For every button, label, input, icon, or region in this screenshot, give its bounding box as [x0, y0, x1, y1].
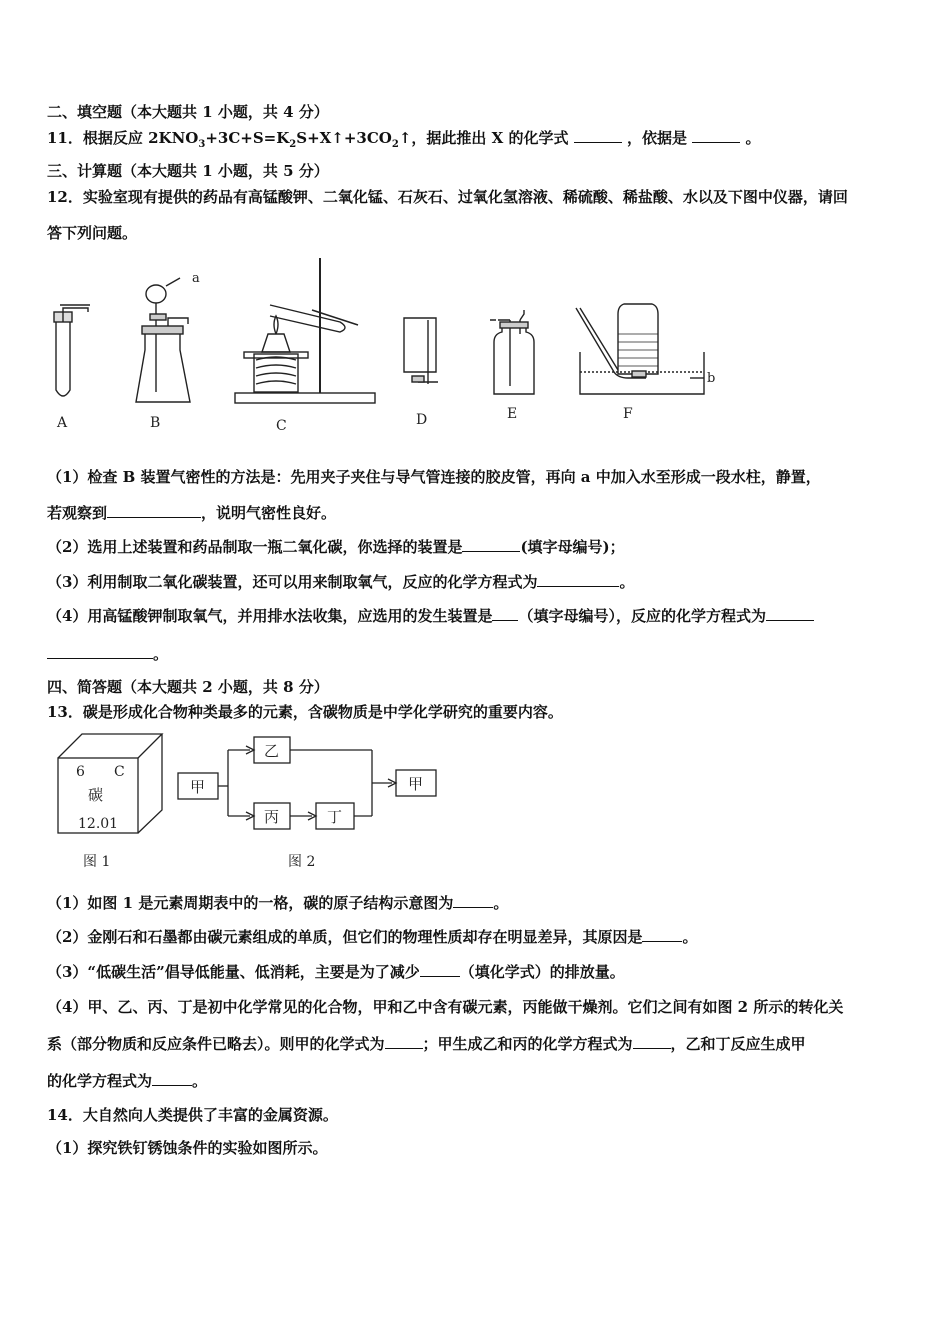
fig2-caption: 图 2: [288, 854, 316, 870]
answer-blank[interactable]: [453, 893, 493, 908]
q12-text: 若观察到: [47, 504, 108, 522]
q11-text: ↑，据此推出 X 的化学式: [398, 129, 569, 147]
q13-text: 。: [192, 1072, 208, 1090]
q11-text: 11．根据反应 2KNO: [47, 129, 199, 147]
section-3-heading: 三、计算题（本大题共 1 小题，共 5 分）: [47, 162, 329, 180]
q13-text: ，乙和丁反应生成甲: [670, 1035, 806, 1053]
answer-blank[interactable]: [385, 1034, 423, 1049]
apparatus-c: [235, 258, 375, 403]
q12-text: 。: [619, 573, 635, 591]
q12-text: (填字母编号)；: [520, 538, 625, 556]
q12-text: （3）利用制取二氧化碳装置，还可以用来制取氧气，反应的化学方程式为: [47, 573, 538, 591]
answer-blank[interactable]: [574, 128, 622, 143]
apparatus-f: [576, 304, 704, 394]
answer-blank[interactable]: [537, 572, 619, 587]
q13-text: ；甲生成乙和丙的化学方程式为: [422, 1035, 633, 1053]
label-b: b: [707, 371, 716, 386]
q14-line-1: 14．大自然向人类提供了丰富的金属资源。: [47, 1106, 338, 1124]
subscript: 2: [289, 139, 297, 150]
flow-start: 甲: [190, 778, 206, 796]
flow-end: 甲: [408, 775, 424, 793]
q12-p1-line-2: [47, 503, 336, 523]
q12-text: ，说明气密性良好。: [201, 504, 337, 522]
element-symbol: C: [114, 764, 125, 780]
q13-p4-line-1: （4）甲、乙、丙、丁是初中化学常见的化合物，甲和乙中含有碳元素，丙能做干燥剂。它们之间有如图 2 所示的转化关: [47, 998, 844, 1016]
question-11: [47, 128, 760, 148]
answer-blank[interactable]: [642, 927, 682, 942]
q12-text: （2）选用上述装置和药品制取一瓶二氧化碳，你选择的装置是: [47, 538, 463, 556]
apparatus-d: [404, 318, 438, 384]
q12-line-1: 12．实验室现有提供的药品有高锰酸钾、二氧化锰、石灰石、过氧化氢溶液、稀硫酸、稀盐酸、水以及下图中仪器，请回: [47, 188, 848, 206]
q12-p4-line-2: [47, 644, 168, 664]
answer-blank[interactable]: [692, 128, 740, 143]
answer-blank[interactable]: [462, 537, 520, 552]
fig1-caption: 图 1: [83, 854, 111, 870]
q14-p1: （1）探究铁钉锈蚀条件的实验如图所示。: [47, 1139, 328, 1157]
lab-apparatus-figure: [40, 250, 720, 440]
q13-line-1: 13．碳是形成化合物种类最多的元素，含碳物质是中学化学研究的重要内容。: [47, 703, 563, 721]
q12-text: （4）用高锰酸钾制取氧气，并用排水法收集，应选用的发生装置是: [47, 607, 493, 625]
q13-text: 的化学方程式为: [47, 1072, 153, 1090]
answer-blank[interactable]: [492, 606, 518, 621]
label-a: a: [192, 271, 200, 286]
q11-text: ，依据是: [626, 129, 687, 147]
q13-p4-line-3: [47, 1071, 207, 1091]
answer-blank[interactable]: [633, 1034, 671, 1049]
q12-p3: [47, 572, 634, 592]
element-name: 碳: [88, 786, 104, 804]
q12-line-2: 答下列问题。: [47, 224, 138, 242]
q11-text: +3C+S=K: [205, 129, 290, 147]
subscript: 3: [198, 139, 206, 150]
q13-p2: [47, 927, 697, 947]
q11-text: 。: [745, 129, 761, 147]
q13-p1: [47, 893, 508, 913]
q12-p1-line-1: （1）检查 B 装置气密性的方法是：先用夹子夹住与导气管连接的胶皮管，再向 a 中加入水至形成一段水柱，静置，: [47, 468, 821, 486]
apparatus-label-d: D: [416, 412, 428, 428]
q11-text: S+X↑+3CO: [296, 129, 392, 147]
q13-text: 系（部分物质和反应条件已略去）。则甲的化学式为: [47, 1035, 385, 1053]
section-2-heading: 二、填空题（本大题共 1 小题，共 4 分）: [47, 103, 329, 121]
flow-diagram: [178, 737, 436, 829]
apparatus-label-b: B: [150, 415, 161, 431]
apparatus-a: [54, 305, 90, 396]
section-4-heading: 四、简答题（本大题共 2 小题，共 8 分）: [47, 678, 329, 696]
q13-figures: [50, 728, 450, 848]
q13-text: （填化学式）的排放量。: [459, 963, 625, 981]
q13-text: 。: [682, 928, 698, 946]
apparatus-label-c: C: [276, 418, 287, 434]
apparatus-b: [136, 278, 190, 402]
answer-blank[interactable]: [47, 644, 153, 659]
subscript: 2: [391, 139, 399, 150]
q13-text: （2）金刚石和石墨都由碳元素组成的单质，但它们的物理性质却存在明显差异，其原因是: [47, 928, 643, 946]
q12-text: 。: [153, 645, 169, 663]
q12-text: （填字母编号），反应的化学方程式为: [518, 607, 766, 625]
q13-p4-line-2: [47, 1034, 806, 1054]
q13-p3: [47, 962, 625, 982]
q12-p2: [47, 537, 625, 557]
apparatus-label-a: A: [57, 415, 68, 431]
q13-text: （3）“低碳生活”倡导低能量、低消耗，主要是为了减少: [47, 963, 420, 981]
flow-top: 乙: [264, 742, 280, 760]
answer-blank[interactable]: [107, 503, 201, 518]
answer-blank[interactable]: [420, 962, 460, 977]
q12-p4-line-1: [47, 606, 814, 626]
q13-text: 。: [493, 894, 509, 912]
q13-text: （1）如图 1 是元素周期表中的一格，碳的原子结构示意图为: [47, 894, 454, 912]
atomic-number: 6: [76, 764, 85, 780]
apparatus-label-e: E: [507, 406, 518, 422]
apparatus-label-f: F: [623, 406, 633, 422]
apparatus-e: [490, 310, 534, 394]
answer-blank[interactable]: [766, 606, 814, 621]
flow-bottom-right: 丁: [327, 808, 343, 826]
answer-blank[interactable]: [152, 1071, 192, 1086]
atomic-mass: 12.01: [78, 816, 119, 832]
flow-bottom-left: 丙: [264, 808, 280, 826]
